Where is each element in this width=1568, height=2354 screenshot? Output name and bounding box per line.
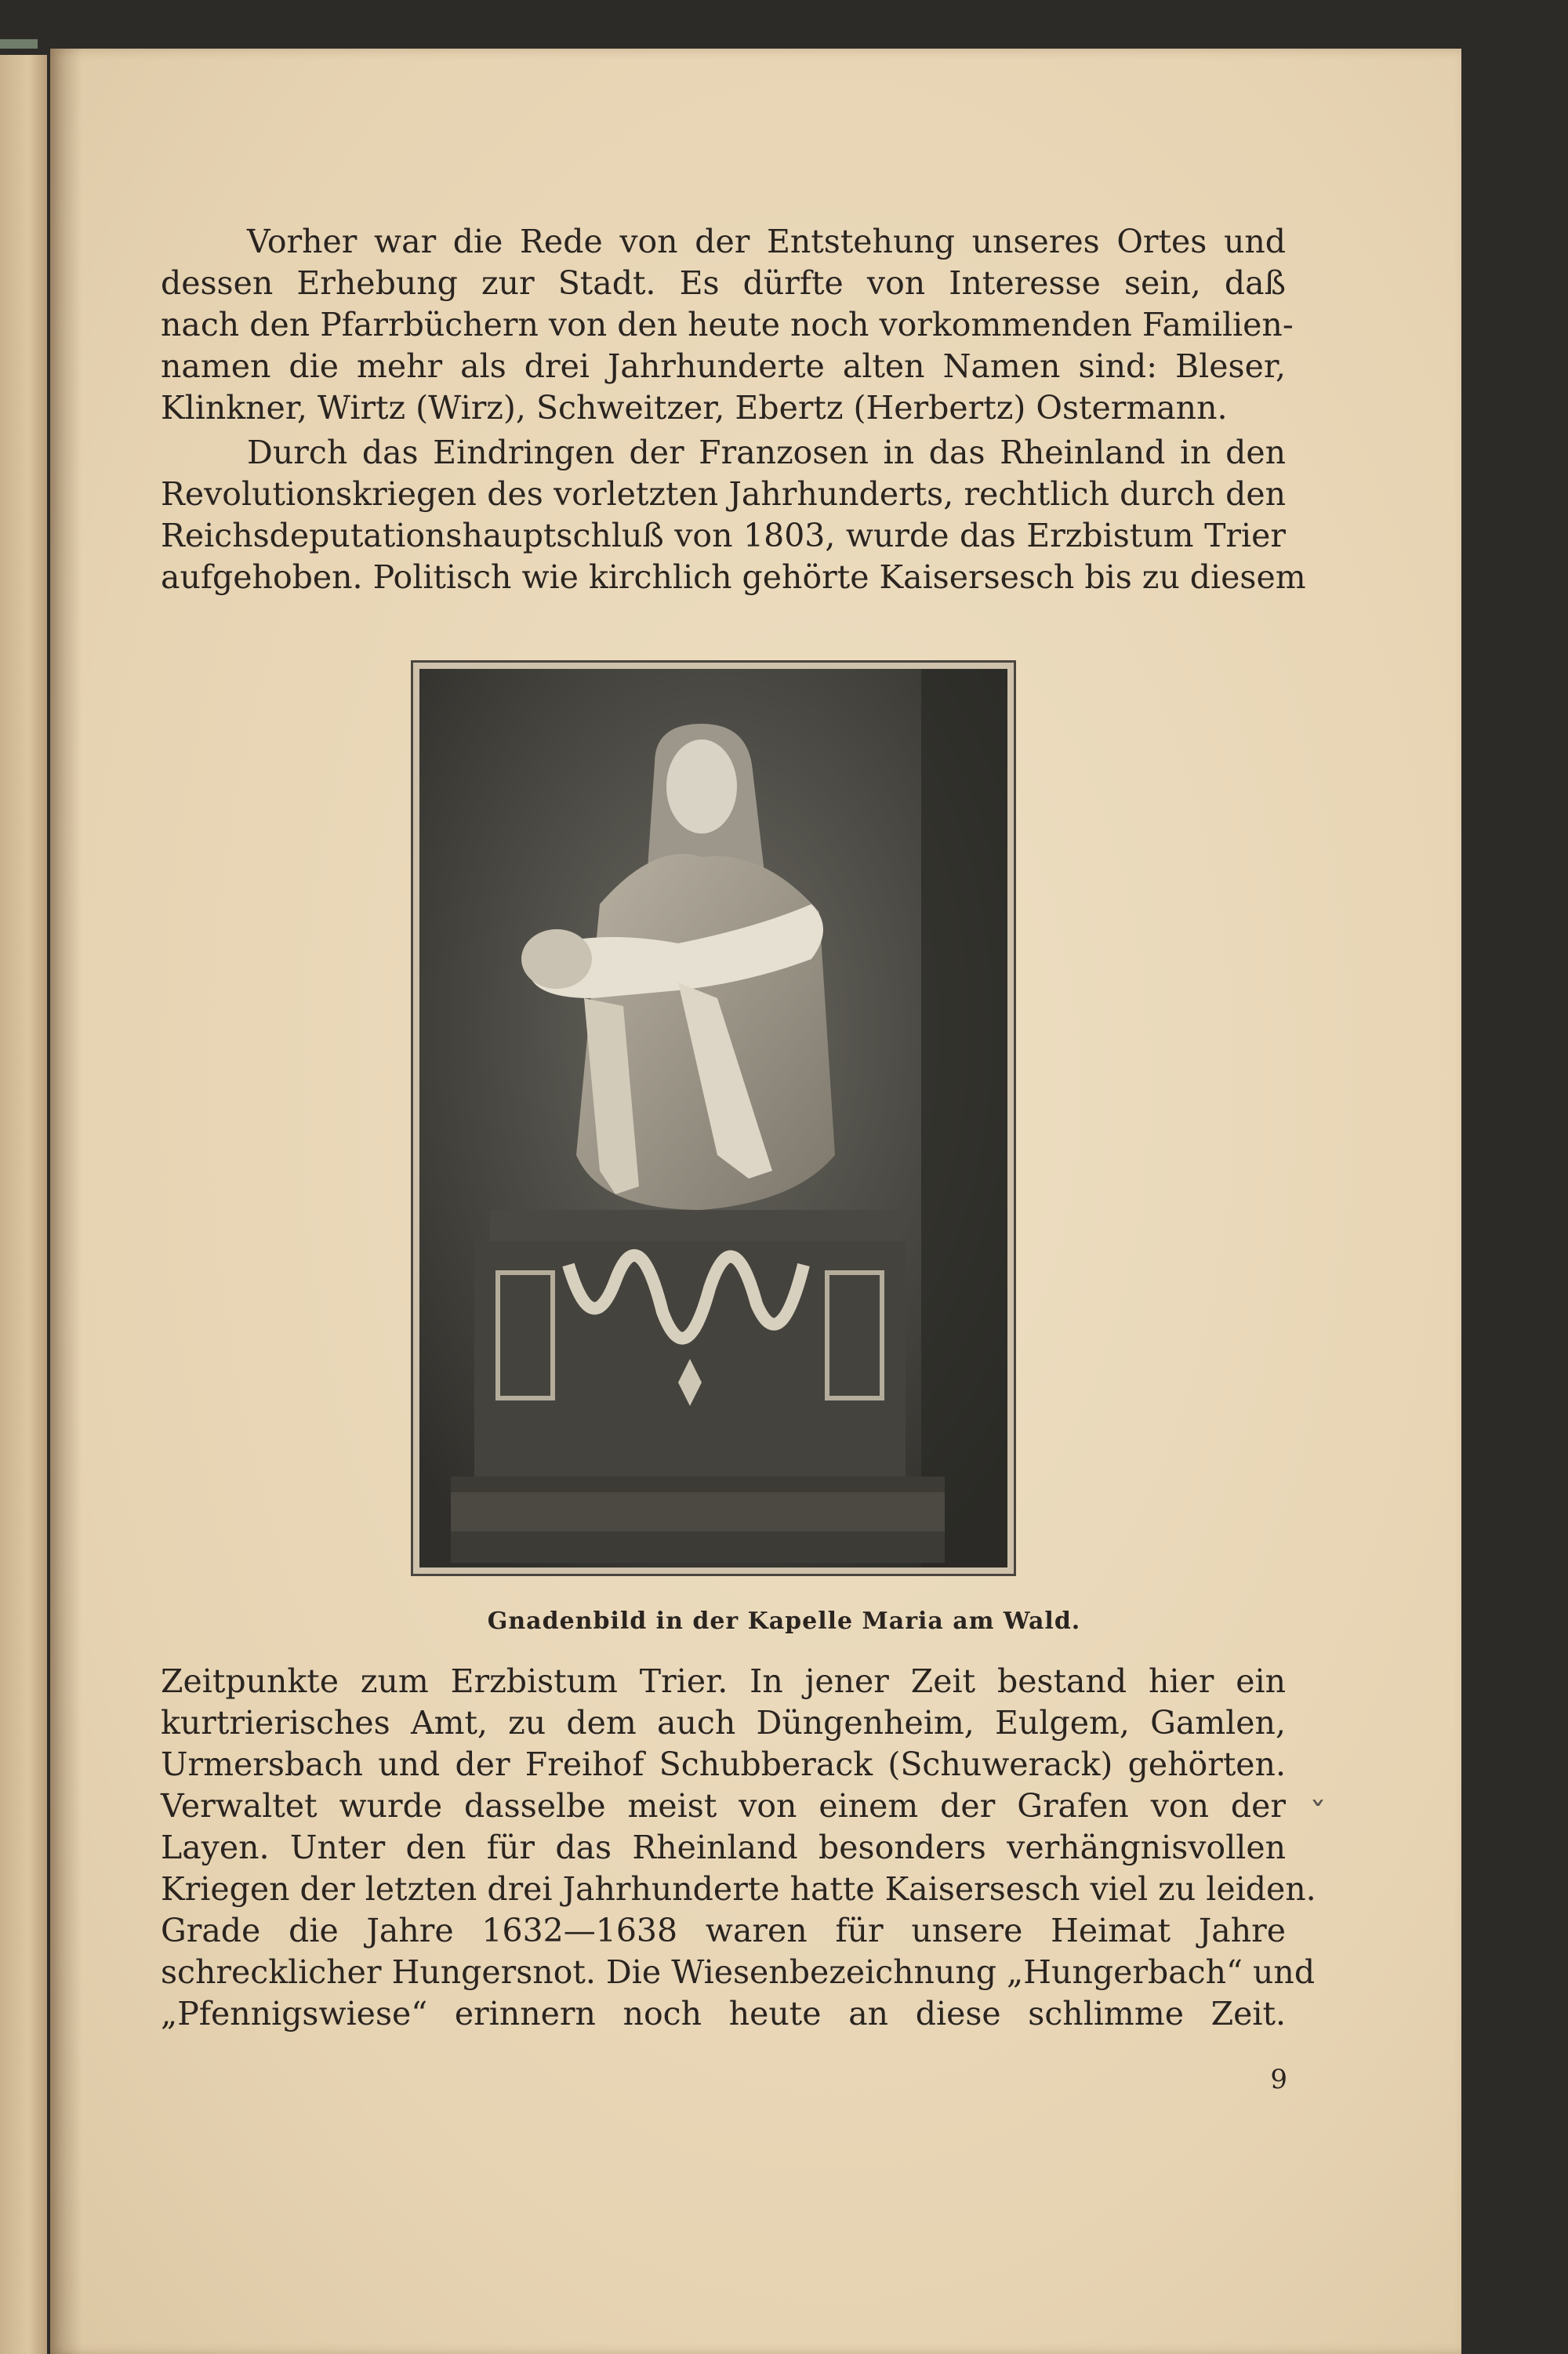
text-block-bottom xyxy=(161,1661,1316,2035)
photo-caption: Gnadenbild in der Kapelle Maria am Wald. xyxy=(487,1607,1081,1635)
text-line: kurtrierisches Amt, zu dem auch Düngenheim, Eulgem, Gamlen, xyxy=(161,1704,1286,1742)
text-line: Vorher war die Rede von der Entstehung unseres Ortes und xyxy=(247,223,1286,260)
gutter-shadow xyxy=(50,49,82,2354)
text-line: Durch das Eindringen der Franzosen in das Rheinland in den xyxy=(247,434,1286,471)
page-number: 9 xyxy=(1270,2064,1287,2095)
text-line: dessen Erhebung zur Stadt. Es dürfte von Interesse sein, daß xyxy=(161,264,1286,302)
paragraph-1 xyxy=(161,221,1294,429)
book-cover-edge xyxy=(0,39,38,49)
facing-page-edge xyxy=(0,55,47,2354)
text-line: Revolutionskriegen des vorletzten Jahrhunderts, rechtlich durch den xyxy=(161,475,1286,513)
text-line: Layen. Unter den für das Rheinland besonders verhängnisvollen xyxy=(161,1829,1286,1866)
text-line: nach den Pfarrbüchern von den heute noch vorkommenden Familien- xyxy=(161,306,1294,343)
text-line: Reichsdeputationshauptschluß von 1803, wurde das Erzbistum Trier xyxy=(161,517,1286,554)
text-line: Zeitpunkte zum Erzbistum Trier. In jener Zeit bestand hier ein xyxy=(161,1662,1286,1700)
text-line: aufgehoben. Politisch wie kirchlich gehörte Kaisersesch bis zu diesem xyxy=(161,558,1306,596)
text-line: Klinkner, Wirtz (Wirz), Schweitzer, Ebertz (Herbertz) Ostermann. xyxy=(161,389,1228,427)
text-block-top xyxy=(161,221,1306,598)
text-line: „Pfennigswiese“ erinnern noch heute an diese schlimme Zeit. xyxy=(161,1995,1286,2033)
text-line: Urmersbach und der Freihof Schubberack (Schuwerack) gehörten. xyxy=(161,1746,1286,1783)
text-line: Verwaltet wurde dasselbe meist von einem der Grafen von der xyxy=(161,1787,1286,1825)
text-line: Kriegen der letzten drei Jahrhunderte hatte Kaisersesch viel zu leiden. xyxy=(161,1870,1316,1908)
pieta-photograph xyxy=(419,669,1007,1568)
photo-frame xyxy=(411,660,1016,1576)
pencil-margin-mark: ˇ xyxy=(1309,1796,1327,1836)
paragraph-3 xyxy=(161,1661,1316,2035)
text-line: Grade die Jahre 1632—1638 waren für unsere Heimat Jahre xyxy=(161,1912,1286,1949)
paragraph-2 xyxy=(161,432,1306,598)
text-line: schrecklicher Hungersnot. Die Wiesenbezeichnung „Hungerbach“ und xyxy=(161,1953,1316,1991)
text-line: namen die mehr als drei Jahrhunderte alten Namen sind: Bleser, xyxy=(161,347,1286,385)
